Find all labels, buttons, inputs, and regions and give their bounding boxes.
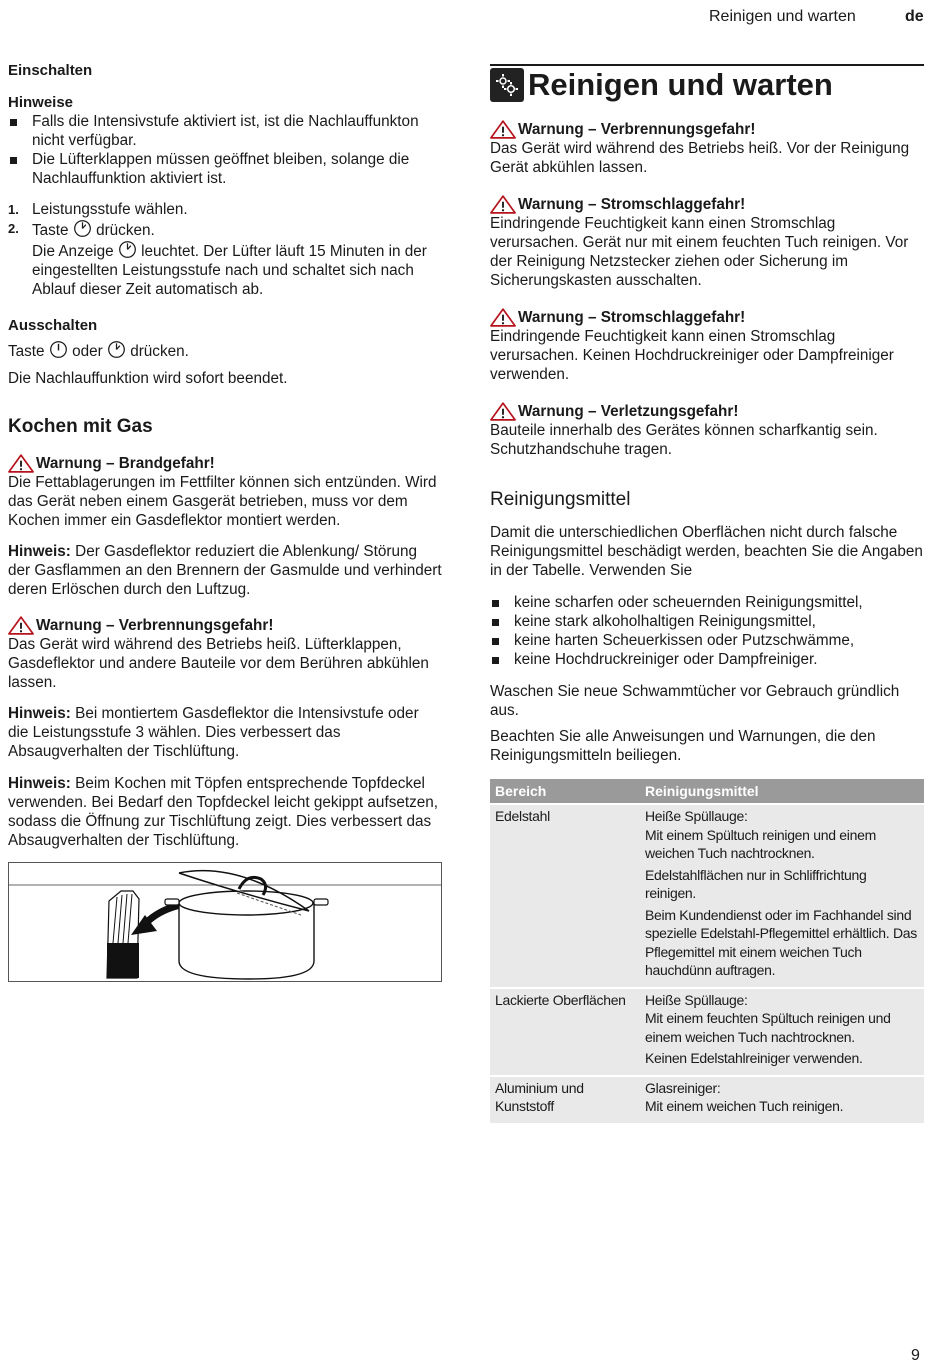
cell-line: Glasreiniger: Mit einem weichen Tuch reinigen. bbox=[645, 1079, 844, 1114]
list-item: Die Lüfterklappen müssen geöffnet bleiben, solange die Nachlauffunktion aktiviert ist. bbox=[8, 150, 442, 188]
hint-label: Hinweis: bbox=[8, 705, 71, 722]
column-header-bereich: Bereich bbox=[490, 779, 640, 804]
step-text: Leistungsstufe wählen. bbox=[32, 201, 188, 218]
warning-text: Eindringende Feuchtigkeit kann einen Stromschlag verursachen. Keinen Hochdruckreiniger oder Dampfreiniger verwenden. bbox=[490, 328, 894, 383]
list-item: keine stark alkoholhaltigen Reinigungsmittel, bbox=[490, 612, 924, 631]
table-cell-bereich: Edelstahl bbox=[490, 804, 640, 988]
warning-triangle-icon bbox=[8, 616, 34, 635]
hint-label: Hinweis: bbox=[8, 775, 71, 792]
ausschalten-heading: Ausschalten bbox=[8, 317, 98, 334]
hint-paragraph bbox=[8, 704, 442, 761]
table-row bbox=[490, 988, 924, 1076]
warning-text: Eindringende Feuchtigkeit kann einen Stromschlag verursachen. Gerät nur mit einem feuchten Tuch reinigen. Vor der Reinigung Netzstecker ziehen oder Sicherung im Sicherungskasten ausschalten. bbox=[490, 215, 909, 289]
step-number: 2. bbox=[8, 221, 19, 236]
table-header-row bbox=[490, 779, 924, 804]
list-item: keine harten Scheuerkissen oder Putzschwämme, bbox=[490, 631, 924, 650]
warning-triangle-icon bbox=[490, 308, 516, 327]
warning-title: Warnung – Stromschlaggefahr! bbox=[518, 309, 746, 326]
warning-triangle-icon bbox=[8, 454, 34, 473]
cell-line: Beim Kundendienst oder im Fachhandel sind spezielle Edelstahl-Pflegemittel erhältlich. Das Pflegemittel mit einem weichen Tuch hauchdünn auftragen. bbox=[645, 906, 917, 978]
einschalten-heading: Einschalten bbox=[8, 62, 93, 79]
cell-line: Edelstahlflächen nur in Schliffrichtung reinigen. bbox=[645, 866, 867, 901]
table-cell-mittel bbox=[640, 988, 924, 1076]
table-row bbox=[490, 1076, 924, 1123]
warning-triangle-icon bbox=[490, 402, 516, 421]
text-fragment: drücken. bbox=[130, 343, 189, 360]
hint-text: Der Gasdeflektor reduziert die Ablenkung/ Störung der Gasflammen an den Brennern der Gasmulde und verhindert deren Erlöschen durch den Luftzug. bbox=[8, 543, 442, 598]
warning-text: Bauteile innerhalb des Gerätes können scharfkantig sein. Schutzhandschuhe tragen. bbox=[490, 422, 878, 458]
text-fragment: Taste bbox=[8, 343, 45, 360]
paragraph: Waschen Sie neue Schwammtücher vor Gebrauch gründlich aus. bbox=[490, 683, 900, 719]
table-cell-bereich: Aluminium und Kunststoff bbox=[490, 1076, 640, 1123]
cleaning-table bbox=[490, 779, 924, 1123]
table-cell-mittel bbox=[640, 1076, 924, 1123]
warning-title: Warnung – Verbrennungsgefahr! bbox=[518, 121, 756, 138]
table-row bbox=[490, 804, 924, 988]
hinweise-list bbox=[8, 112, 442, 188]
column-header-reinigungsmittel: Reinigungsmittel bbox=[640, 779, 924, 804]
warning-triangle-icon bbox=[490, 195, 516, 214]
kochen-heading: Kochen mit Gas bbox=[8, 416, 153, 437]
section-title: Reinigen und warten bbox=[528, 67, 833, 102]
pot-lid-illustration bbox=[8, 862, 442, 982]
cell-line: Heiße Spüllauge: Mit einem feuchten Spültuch reinigen und einem weichen Tuch nachtrocknen. bbox=[645, 991, 891, 1045]
warning-strom-2 bbox=[490, 308, 924, 384]
text-fragment: oder bbox=[72, 343, 103, 360]
hint-text: Beim Kochen mit Töpfen entsprechende Topfdeckel verwenden. Bei Bedarf den Topfdeckel leicht gekippt aufsetzen, sodass die Öffnung zur Tischlüftung zeigt. Dies verbessert das Absaugverhalten der Tischlüftung. bbox=[8, 775, 439, 849]
warning-title: Warnung – Stromschlaggefahr! bbox=[518, 196, 746, 213]
warning-triangle-icon bbox=[490, 120, 516, 139]
warning-brand bbox=[8, 454, 442, 530]
warning-text: Das Gerät wird während des Betriebs heiß. Lüfterklappen, Gasdeflektor und andere Bauteile vor dem Berühren abkühlen lassen. bbox=[8, 636, 429, 691]
warning-text: Die Fettablagerungen im Fettfilter können sich entzünden. Wird das Gerät neben einem Gasgerät betrieben, muss vor dem Kochen immer ein Gasdeflektor montiert werden. bbox=[8, 474, 437, 529]
steps-list bbox=[8, 200, 442, 299]
warning-text: Das Gerät wird während des Betriebs heiß. Vor der Reinigung Gerät abkühlen lassen. bbox=[490, 140, 910, 176]
warning-strom-1 bbox=[490, 195, 924, 290]
warning-title: Warnung – Verletzungsgefahr! bbox=[518, 403, 739, 420]
hint-text: Bei montiertem Gasdeflektor die Intensivstufe oder die Leistungsstufe 3 wählen. Dies verbessert das Absaugverhalten der Tischlüftung. bbox=[8, 705, 419, 760]
table-cell-bereich: Lackierte Oberflächen bbox=[490, 988, 640, 1076]
power-icon bbox=[49, 340, 68, 359]
reinigungsmittel-heading: Reinigungsmittel bbox=[490, 489, 631, 510]
list-item: keine scharfen oder scheuernden Reinigungsmittel, bbox=[490, 593, 924, 612]
hint-label: Hinweis: bbox=[8, 543, 71, 560]
section-title-bar bbox=[490, 64, 924, 102]
intro-paragraph: Damit die unterschiedlichen Oberflächen nicht durch falsche Reinigungsmittel beschädigt werden, beachten Sie die Angaben in der Tabelle. Verwenden Sie bbox=[490, 524, 923, 579]
step-text: leuchtet. Der Lüfter läuft 15 Minuten in der eingestellten Leistungsstufe nach und schaltet sich nach Ablauf dieser Zeit automatisch ab. bbox=[32, 243, 427, 298]
right-column bbox=[490, 64, 924, 1123]
cell-line: Heiße Spüllauge: Mit einem Spültuch reinigen und einem weichen Tuch nachtrocknen. bbox=[645, 808, 876, 861]
hint-paragraph bbox=[8, 542, 442, 599]
timer-icon bbox=[118, 240, 137, 259]
step-text: drücken. bbox=[96, 222, 155, 239]
warning-title: Warnung – Verbrennungsgefahr! bbox=[36, 617, 274, 634]
reinigungsmittel-list bbox=[490, 593, 924, 669]
ausschalten-text: Die Nachlauffunktion wird sofort beendet. bbox=[8, 370, 288, 387]
step-1 bbox=[8, 200, 442, 219]
step-text: Die Anzeige bbox=[32, 243, 114, 260]
hinweise-heading: Hinweise bbox=[8, 94, 74, 111]
list-item: Falls die Intensivstufe aktiviert ist, ist die Nachlauffunkton nicht verfügbar. bbox=[8, 112, 442, 150]
list-item: keine Hochdruckreiniger oder Dampfreiniger. bbox=[490, 650, 924, 669]
warning-verbrennung bbox=[490, 120, 924, 177]
warning-title: Warnung – Brandgefahr! bbox=[36, 455, 215, 472]
paragraph: Beachten Sie alle Anweisungen und Warnungen, die den Reinigungsmitteln beiliegen. bbox=[490, 728, 876, 764]
step-number: 1. bbox=[8, 202, 19, 217]
step-text: Taste bbox=[32, 222, 69, 239]
timer-icon bbox=[107, 340, 126, 359]
left-column bbox=[8, 60, 442, 982]
step-2 bbox=[8, 219, 442, 299]
cell-line: Keinen Edelstahlreiniger verwenden. bbox=[645, 1050, 863, 1066]
header-language: de bbox=[905, 8, 924, 25]
page-number: 9 bbox=[911, 1347, 920, 1364]
table-cell-mittel bbox=[640, 804, 924, 988]
warning-verbrennung bbox=[8, 616, 442, 692]
ausschalten-instruction bbox=[8, 340, 442, 361]
header-section-title: Reinigen und warten bbox=[709, 8, 856, 25]
hint-paragraph bbox=[8, 774, 442, 850]
warning-verletzung bbox=[490, 402, 924, 459]
timer-icon bbox=[73, 219, 92, 238]
pot-illustration-drawing bbox=[9, 863, 441, 981]
gear-icon bbox=[490, 68, 524, 102]
